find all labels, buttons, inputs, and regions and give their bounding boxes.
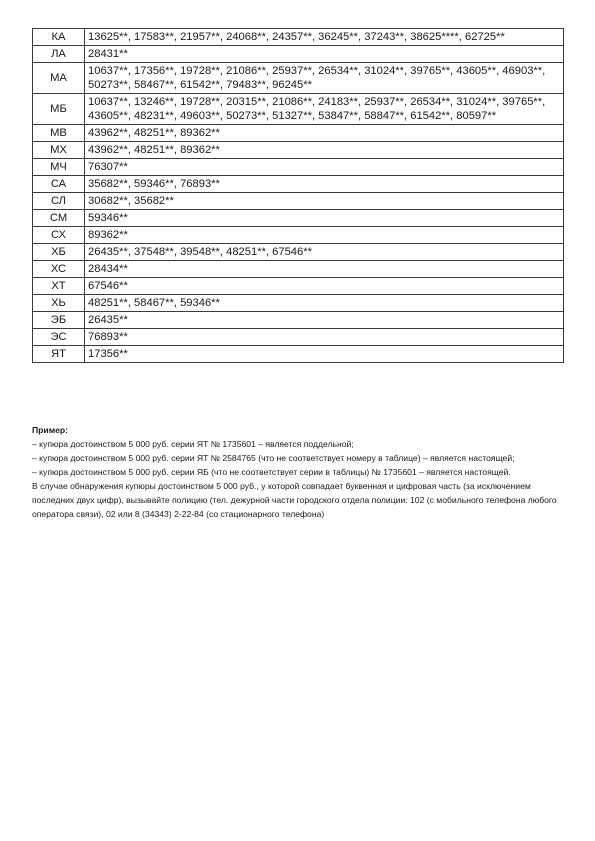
police-instruction: В случае обнаружения купюры достоинством 5 000 руб., у которой совпадает буквенная и цифровая часть (за исключением последних двух цифр), вызывайте полицию (тел. дежурной части городского отдела полиции: 102 (с мобильного телефона любого оператора связи), 02 или 8 (34343) 2-22-84 (со стационарного телефона) <box>32 481 557 519</box>
serial-numbers-cell: 59346** <box>85 210 564 227</box>
serial-numbers-cell: 26435**, 37548**, 39548**, 48251**, 67546** <box>85 244 564 261</box>
serial-numbers-cell: 67546** <box>85 278 564 295</box>
series-code-cell: ЭС <box>33 329 85 346</box>
counterfeit-series-table <box>32 28 564 363</box>
series-code-cell: СА <box>33 176 85 193</box>
table-row <box>33 312 564 329</box>
serial-numbers-cell: 13625**, 17583**, 21957**, 24068**, 24357**, 36245**, 37243**, 38625****, 62725** <box>85 29 564 46</box>
table-row <box>33 244 564 261</box>
table-row <box>33 176 564 193</box>
table-row <box>33 295 564 312</box>
table-row <box>33 142 564 159</box>
serial-numbers-cell: 10637**, 17356**, 19728**, 21086**, 25937**, 26534**, 31024**, 39765**, 43605**, 46903**, 50273**, 58467**, 61542**, 79483**, 96245** <box>85 63 564 94</box>
serial-numbers-cell: 35682**, 59346**, 76893** <box>85 176 564 193</box>
series-code-cell: ХТ <box>33 278 85 295</box>
series-code-cell: ХС <box>33 261 85 278</box>
table-row <box>33 94 564 125</box>
notes-section <box>32 423 562 521</box>
series-code-cell: ЛА <box>33 46 85 63</box>
table-row <box>33 329 564 346</box>
table-row <box>33 46 564 63</box>
table-row <box>33 278 564 295</box>
serial-numbers-cell: 28434** <box>85 261 564 278</box>
series-code-cell: СМ <box>33 210 85 227</box>
serial-numbers-cell: 30682**, 35682** <box>85 193 564 210</box>
serial-numbers-cell: 10637**, 13246**, 19728**, 20315**, 21086**, 24183**, 25937**, 26534**, 31024**, 39765**, 43605**, 48231**, 49603**, 50273**, 51327**, 53847**, 58847**, 61542**, 80597** <box>85 94 564 125</box>
table-row <box>33 193 564 210</box>
table-row <box>33 159 564 176</box>
series-code-cell: МА <box>33 63 85 94</box>
example-counterfeit: – купюра достоинством 5 000 руб. серии ЯТ № 1735601 – является поддельной; <box>32 439 354 449</box>
table-row <box>33 63 564 94</box>
series-code-cell: МБ <box>33 94 85 125</box>
series-code-cell: ЯТ <box>33 346 85 363</box>
series-code-cell: ЭБ <box>33 312 85 329</box>
example-genuine-number: – купюра достоинством 5 000 руб. серии ЯТ № 2584765 (что не соответствует номеру в таблице) – является настоящей; <box>32 453 515 463</box>
series-table-body <box>33 29 564 363</box>
serial-numbers-cell: 48251**, 58467**, 59346** <box>85 295 564 312</box>
table-row <box>33 125 564 142</box>
serial-numbers-cell: 26435** <box>85 312 564 329</box>
table-row <box>33 29 564 46</box>
series-code-cell: ХБ <box>33 244 85 261</box>
serial-numbers-cell: 17356** <box>85 346 564 363</box>
series-code-cell: ХЬ <box>33 295 85 312</box>
serial-numbers-cell: 43962**, 48251**, 89362** <box>85 125 564 142</box>
table-row <box>33 261 564 278</box>
serial-numbers-cell: 43962**, 48251**, 89362** <box>85 142 564 159</box>
example-genuine-series: – купюра достоинством 5 000 руб. серии ЯБ (что не соответствует серии в таблицы) № 1735601 – является настоящей. <box>32 467 511 477</box>
table-row <box>33 210 564 227</box>
notes-title: Пример: <box>32 425 68 435</box>
serial-numbers-cell: 76307** <box>85 159 564 176</box>
series-code-cell: КА <box>33 29 85 46</box>
series-code-cell: МВ <box>33 125 85 142</box>
table-row <box>33 346 564 363</box>
series-code-cell: СЛ <box>33 193 85 210</box>
series-code-cell: МХ <box>33 142 85 159</box>
serial-numbers-cell: 28431** <box>85 46 564 63</box>
serial-numbers-cell: 76893** <box>85 329 564 346</box>
series-code-cell: МЧ <box>33 159 85 176</box>
table-row <box>33 227 564 244</box>
serial-numbers-cell: 89362** <box>85 227 564 244</box>
series-code-cell: СХ <box>33 227 85 244</box>
